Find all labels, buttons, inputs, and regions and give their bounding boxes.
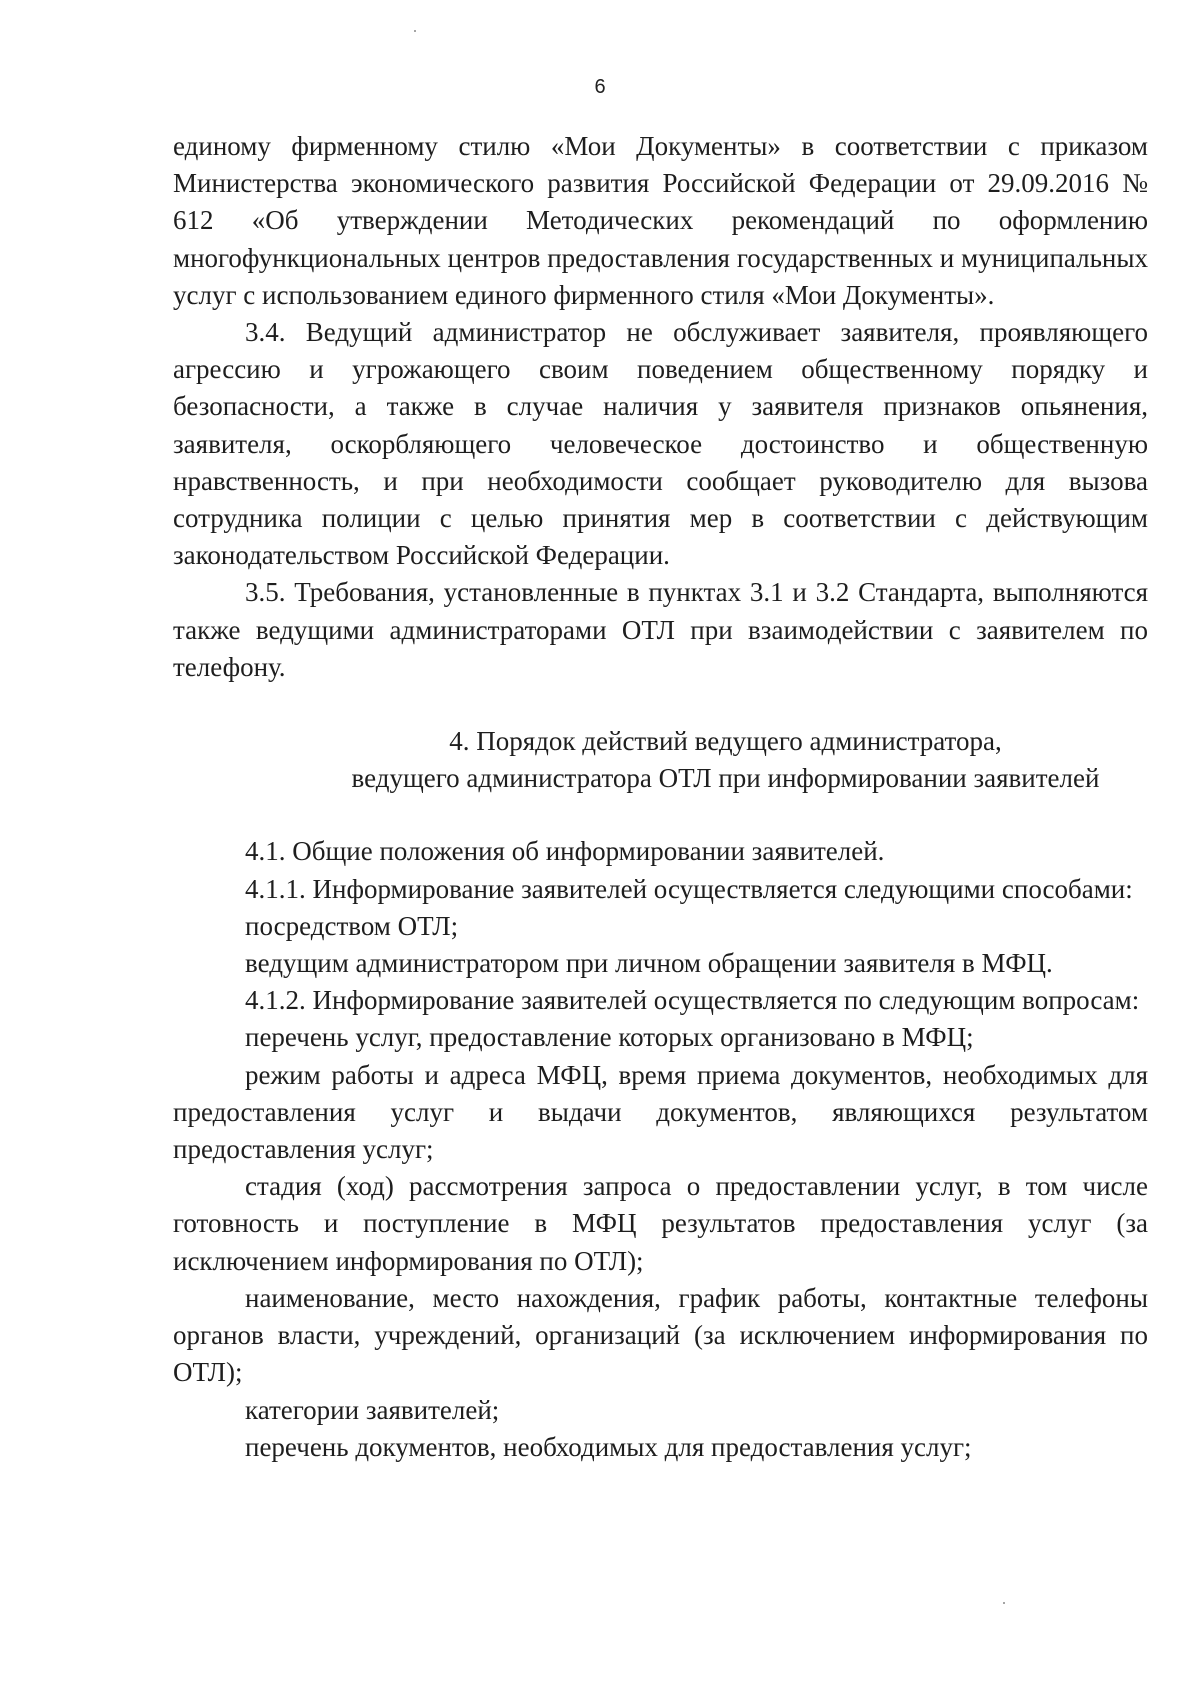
paragraph: единому фирменному стилю «Мои Документы» в соответствии с приказом Министерства экономического развития Российской Федерации от 29.09.2016 № 612 «Об утверждении Методических рекомендаций по оформлению многофункциональных центров предоставления государственных и муниципальных услуг с использованием единого фирменного стиля «Мои Документы».	[173, 131, 1148, 310]
list-item: категории заявителей;	[245, 1394, 500, 1425]
section-heading-line-2: ведущего администратора ОТЛ при информировании заявителей	[351, 763, 1100, 794]
section-heading	[173, 723, 1148, 797]
paragraph-4-1: 4.1. Общие положения об информировании заявителей.	[245, 836, 885, 867]
document-body	[173, 128, 1148, 1466]
list-item: посредством ОТЛ;	[245, 910, 459, 941]
section-heading-line-1: 4. Порядок действий ведущего администратора,	[449, 726, 1002, 757]
list-item: стадия (ход) рассмотрения запроса о предоставлении услуг, в том числе готовность и поступление в МФЦ результатов предоставления услуг (за исключением информирования по ОТЛ);	[173, 1171, 1148, 1276]
scan-speck	[414, 30, 416, 32]
scan-speck	[1003, 1602, 1005, 1604]
paragraph-3-5: 3.5. Требования, установленные в пунктах 3.1 и 3.2 Стандарта, выполняются также ведущими администраторами ОТЛ при взаимодействии с заявителем по телефону.	[173, 577, 1148, 682]
paragraph-4-1-1: 4.1.1. Информирование заявителей осуществляется следующими способами:	[245, 873, 1133, 904]
paragraph-4-1-2: 4.1.2. Информирование заявителей осуществляется по следующим вопросам:	[245, 985, 1140, 1016]
list-item: ведущим администратором при личном обращении заявителя в МФЦ.	[245, 948, 1053, 979]
page-number: 6	[594, 76, 606, 98]
paragraph-3-4: 3.4. Ведущий администратор не обслуживает заявителя, проявляющего агрессию и угрожающего своим поведением общественному порядку и безопасности, а также в случае наличия у заявителя признаков опьянения, заявителя, оскорбляющего человеческое достоинство и общественную нравственность, и при необходимости сообщает руководителю для вызова сотрудника полиции с целью принятия мер в соответствии с действующим законодательством Российской Федерации.	[173, 317, 1148, 571]
list-item: режим работы и адреса МФЦ, время приема документов, необходимых для предоставления услуг и выдачи документов, являющихся результатом предоставления услуг;	[173, 1059, 1148, 1165]
list-item: перечень документов, необходимых для предоставления услуг;	[245, 1431, 972, 1462]
list-item: наименование, место нахождения, график работы, контактные телефоны органов власти, учреждений, организаций (за исключением информирования по ОТЛ);	[173, 1282, 1148, 1388]
list-item: перечень услуг, предоставление которых организовано в МФЦ;	[245, 1022, 974, 1053]
